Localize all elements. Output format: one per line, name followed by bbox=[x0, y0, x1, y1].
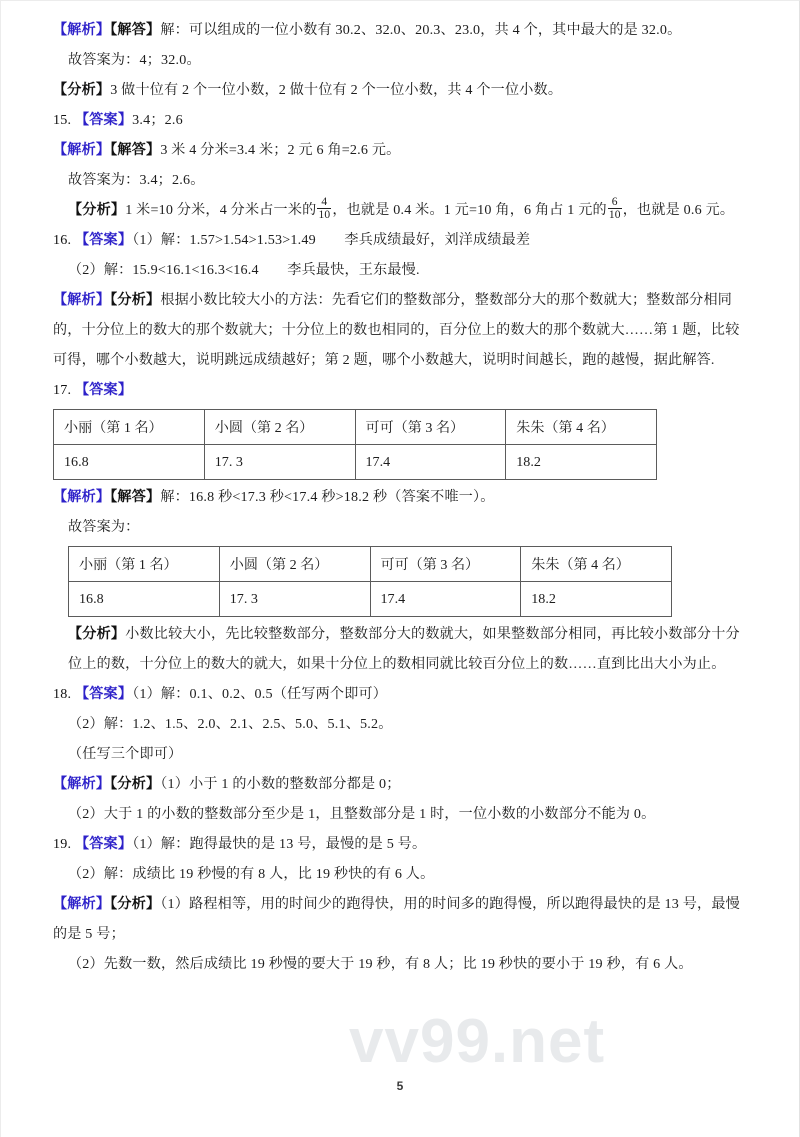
daan-tag: 【答案】 bbox=[74, 112, 133, 128]
table-cell: 17. 3 bbox=[204, 445, 355, 480]
note-text: （任写三个即可） bbox=[68, 746, 183, 762]
analysis-line-q15 bbox=[53, 195, 751, 225]
answer-text: （1）解：跑得最快的是 13 号，最慢的是 5 号。 bbox=[132, 836, 427, 852]
analysis-text: （1）小于 1 的小数的整数部分都是 0； bbox=[160, 776, 401, 792]
table-cell: 17. 3 bbox=[219, 582, 370, 617]
analysis-part2-q18 bbox=[53, 799, 751, 829]
answer-text: （2）解：15.9<16.1<16.3<16.4 李兵最快，王东最慢. bbox=[68, 262, 420, 278]
fraction-numerator: 4 bbox=[321, 196, 328, 209]
answer-text: （1）解：0.1、0.2、0.5（任写两个即可） bbox=[132, 686, 388, 702]
answer-line-q17 bbox=[53, 512, 751, 542]
table-cell: 16.8 bbox=[69, 582, 220, 617]
question-answer-q16 bbox=[53, 225, 751, 255]
table-header-cell: 小圆（第 2 名） bbox=[219, 547, 370, 582]
table-row bbox=[54, 445, 657, 480]
question-number: 15. bbox=[53, 112, 72, 128]
page-number: 5 bbox=[396, 1079, 404, 1093]
daan-tag: 【答案】 bbox=[74, 232, 133, 248]
fenxi-tag: 【分析】 bbox=[68, 626, 126, 642]
question-answer-q15 bbox=[53, 105, 751, 135]
answer-part2-q18 bbox=[53, 709, 751, 739]
analysis-line-q18 bbox=[53, 769, 751, 799]
analysis-paragraph-q17 bbox=[53, 619, 751, 679]
solution-line-q15 bbox=[53, 135, 751, 165]
table-header-cell: 朱朱（第 4 名） bbox=[521, 547, 672, 582]
site-watermark: vv99.net bbox=[349, 1007, 606, 1076]
fenxi-tag: 【分析】 bbox=[68, 202, 126, 218]
answer-text: （2）解：成绩比 19 秒慢的有 8 人，比 19 秒快的有 6 人。 bbox=[68, 866, 435, 882]
analysis-text: 小数比较大小，先比较整数部分，整数部分大的数就大，如果整数部分相同，再比较小数部分十分位上的数，十分位上的数大的就大，如果十分位上的数相同就比较百分位上的数……直到比出大小为止。 bbox=[68, 626, 740, 672]
fraction-denominator: 10 bbox=[318, 209, 331, 222]
analysis-text: （2）先数一数，然后成绩比 19 秒慢的要大于 19 秒，有 8 人；比 19 秒快的要小于 19 秒，有 6 人。 bbox=[68, 956, 693, 972]
fraction-four-tenths bbox=[317, 196, 331, 221]
daan-tag: 【答案】 bbox=[74, 836, 133, 852]
answer-text: 故答案为： bbox=[68, 519, 140, 535]
answer-text: （1）解：1.57>1.54>1.53>1.49 李兵成绩最好，刘洋成绩最差 bbox=[132, 232, 531, 248]
analysis-text-part2: ，也就是 0.4 米。1 元=10 角，6 角占 1 元的 bbox=[332, 202, 607, 218]
fenxi-tag: 【分析】 bbox=[53, 82, 111, 98]
table-row bbox=[69, 582, 672, 617]
table-row bbox=[69, 547, 672, 582]
solution-line-q14 bbox=[53, 15, 751, 45]
fenxi-tag: 【分析】 bbox=[110, 776, 161, 792]
table-header-cell: 小圆（第 2 名） bbox=[204, 410, 355, 445]
solution-text: 解：可以组成的一位小数有 30.2、32.0、20.3、23.0，共 4 个，其中最大的是 32.0。 bbox=[160, 22, 682, 38]
table-cell: 18.2 bbox=[521, 582, 672, 617]
analysis-paragraph-q19 bbox=[53, 889, 751, 949]
question-number: 16. bbox=[53, 232, 72, 248]
analysis-text: 根据小数比较大小的方法：先看它们的整数部分，整数部分大的那个数就大；整数部分相同的，十分位上的数大的那个数就大；十分位上的数也相同的，百分位上的数大的那个数就大……第 1 题，比较可得，哪个小数越大，说明跳远成绩越好；第 2 题，哪个小数越大，说明时间越长，跑的越慢，据此解答. bbox=[53, 292, 740, 368]
score-table-answer bbox=[53, 409, 657, 480]
answer-text: （2）解：1.2、1.5、2.0、2.1、2.5、5.0、5.1、5.2。 bbox=[68, 716, 393, 732]
answer-line-q15 bbox=[53, 165, 751, 195]
jiexi-tag: 【解析】 bbox=[53, 776, 111, 792]
fenxi-tag: 【分析】 bbox=[110, 292, 161, 308]
table-cell: 16.8 bbox=[54, 445, 205, 480]
score-table-final bbox=[68, 546, 672, 617]
daan-tag: 【答案】 bbox=[74, 382, 133, 398]
jiexi-tag: 【解析】 bbox=[53, 489, 111, 505]
fenxi-tag: 【分析】 bbox=[110, 896, 161, 912]
table-cell: 17.4 bbox=[355, 445, 506, 480]
answer-note-q18 bbox=[53, 739, 751, 769]
answer-text: 3.4；2.6 bbox=[132, 112, 183, 128]
analysis-paragraph-q16 bbox=[53, 285, 751, 375]
question-number: 17. bbox=[53, 382, 72, 398]
fraction-denominator: 10 bbox=[608, 209, 621, 222]
table-header-cell: 小丽（第 1 名） bbox=[54, 410, 205, 445]
table-header-cell: 可可（第 3 名） bbox=[370, 547, 521, 582]
jieda-tag: 【解答】 bbox=[110, 489, 161, 505]
fraction-six-tenths bbox=[608, 196, 622, 221]
table-header-cell: 小丽（第 1 名） bbox=[69, 547, 220, 582]
jieda-tag: 【解答】 bbox=[110, 22, 161, 38]
answer-part2-q16 bbox=[53, 255, 751, 285]
question-answer-q19 bbox=[53, 829, 751, 859]
analysis-text: 3 做十位有 2 个一位小数，2 做十位有 2 个一位小数，共 4 个一位小数。 bbox=[110, 82, 563, 98]
question-answer-q18 bbox=[53, 679, 751, 709]
question-answer-q17 bbox=[53, 375, 751, 405]
solution-text: 解：16.8 秒<17.3 秒<17.4 秒>18.2 秒（答案不唯一）。 bbox=[160, 489, 495, 505]
analysis-part2-q19 bbox=[53, 949, 751, 979]
answer-line-q14 bbox=[53, 45, 751, 75]
analysis-text-part3: ，也就是 0.6 元。 bbox=[622, 202, 735, 218]
jiexi-tag: 【解析】 bbox=[53, 896, 111, 912]
daan-tag: 【答案】 bbox=[74, 686, 133, 702]
jiexi-tag: 【解析】 bbox=[53, 142, 111, 158]
table-header-cell: 可可（第 3 名） bbox=[355, 410, 506, 445]
jieda-tag: 【解答】 bbox=[110, 142, 161, 158]
jiexi-tag: 【解析】 bbox=[53, 22, 111, 38]
answer-text: 故答案为：3.4；2.6。 bbox=[68, 172, 205, 188]
question-number: 18. bbox=[53, 686, 72, 702]
analysis-text-part1: 1 米=10 分米，4 分米占一米的 bbox=[125, 202, 317, 218]
solution-line-q17 bbox=[53, 482, 751, 512]
answer-part2-q19 bbox=[53, 859, 751, 889]
table-cell: 17.4 bbox=[370, 582, 521, 617]
table-header-cell: 朱朱（第 4 名） bbox=[506, 410, 657, 445]
table-row bbox=[54, 410, 657, 445]
solution-text: 3 米 4 分米=3.4 米；2 元 6 角=2.6 元。 bbox=[160, 142, 401, 158]
question-number: 19. bbox=[53, 836, 72, 852]
answer-text: 故答案为：4；32.0。 bbox=[68, 52, 201, 68]
fraction-numerator: 6 bbox=[611, 196, 618, 209]
analysis-text: （1）路程相等，用的时间少的跑得快，用的时间多的跑得慢，所以跑得最快的是 13 号，最慢的是 5 号； bbox=[53, 896, 740, 942]
table-cell: 18.2 bbox=[506, 445, 657, 480]
analysis-line-q14 bbox=[53, 75, 751, 105]
analysis-text: （2）大于 1 的小数的整数部分至少是 1，且整数部分是 1 时，一位小数的小数部分不能为 0。 bbox=[68, 806, 656, 822]
jiexi-tag: 【解析】 bbox=[53, 292, 111, 308]
